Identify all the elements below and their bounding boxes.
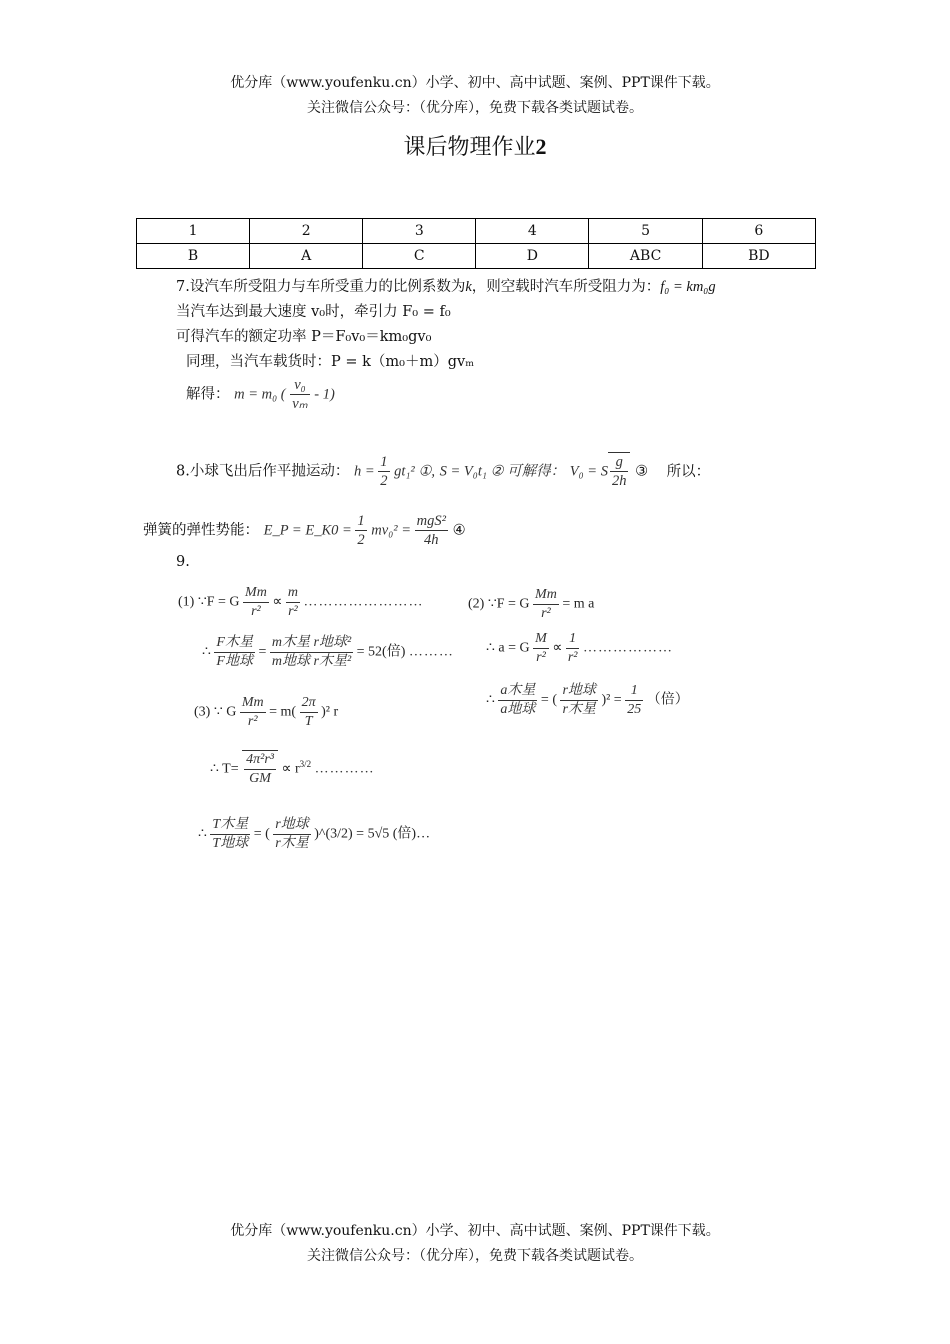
q9-text: (3) ∵ G <box>194 704 237 720</box>
q9-label: 9. <box>176 554 190 570</box>
q9-text: = 52(倍) <box>356 644 406 660</box>
q8-line2-eq: E_P = E_K0 = <box>263 522 356 539</box>
frac-den: r² <box>536 650 546 665</box>
frac-num: 1 <box>625 682 643 701</box>
frac-num: m <box>286 584 300 603</box>
q8-line-1 <box>176 452 710 490</box>
q9-frac <box>240 694 266 731</box>
q9-frac <box>566 630 580 667</box>
frac-num: v₀ <box>290 376 309 395</box>
answer-table-answer-row <box>137 244 816 269</box>
header-line-2: 关注微信公众号：（优分库），免费下载各类试题试卷。 <box>307 100 643 116</box>
frac-den: m地球 r木星² <box>271 654 352 669</box>
q9-part3-line1 <box>194 694 338 731</box>
q8-line2-label: 弹簧的弹性势能： <box>143 522 259 539</box>
q9-text: (2) ∵F = G <box>468 596 530 612</box>
q9-text: = ( <box>253 826 270 842</box>
q8-eq1-rest: gt₁² ①, <box>394 463 436 480</box>
q9-dots: ……… <box>408 644 454 660</box>
table-cell: 5 <box>589 219 702 244</box>
q8-frac-2 <box>610 453 629 490</box>
frac-den: F地球 <box>216 654 253 669</box>
q7-eq: f₀ = km₀g <box>660 279 716 295</box>
table-cell: D <box>476 244 589 269</box>
q8-intro: 8.小球飞出后作平抛运动： <box>176 463 350 480</box>
q9-power: 3/2 <box>299 759 312 770</box>
q9-part3-line3 <box>198 816 430 853</box>
q9-text: )² r <box>321 704 339 720</box>
q7-line-1 <box>176 277 716 297</box>
q7-line-2: 当汽车达到最大速度 v₀时，牵引力 F₀ = f₀ <box>176 304 451 320</box>
q8-line2-mid: mv₀² = <box>371 522 415 539</box>
table-cell: BD <box>702 244 815 269</box>
q7-line-3: 可得汽车的额定功率 P＝F₀v₀＝km₀gv₀ <box>176 329 432 345</box>
answer-table-number-row <box>137 219 816 244</box>
table-cell: C <box>363 244 476 269</box>
frac-num: 4π²r³ <box>244 751 276 770</box>
answer-table <box>136 218 816 269</box>
q8-mark-4: ④ <box>452 522 466 539</box>
q9-text: = ( <box>540 692 557 708</box>
q7-line-4: 同理，当汽车载货时：P = k（m₀＋m）gvₘ <box>186 354 475 370</box>
q8-frac-3 <box>355 512 366 549</box>
frac-num: 2π <box>300 694 318 713</box>
frac-num: 1 <box>566 630 580 649</box>
q9-dots: ………… <box>314 761 375 777</box>
frac-num: r地球 <box>273 816 310 835</box>
table-cell: 1 <box>137 219 250 244</box>
q9-frac <box>273 816 310 853</box>
frac-num: g <box>610 453 629 472</box>
q9-part2-line3 <box>486 682 689 719</box>
table-cell: A <box>250 244 363 269</box>
q9-frac <box>286 584 300 621</box>
q9-text: ∴ a = G <box>486 640 530 656</box>
frac-den: 25 <box>627 702 642 717</box>
q7-text: 7.设汽车所受阻力与车所受重力的比例系数为 <box>176 279 466 295</box>
frac-den: r² <box>251 604 261 619</box>
q9-text: ∝ <box>552 640 563 656</box>
table-cell: 2 <box>250 219 363 244</box>
q9-text: ∴ T= <box>210 761 239 777</box>
table-cell: 6 <box>702 219 815 244</box>
q9-part2-line1 <box>468 586 594 623</box>
frac-num: M <box>533 630 549 649</box>
q8-frac-1 <box>378 453 389 490</box>
q7-solve-label: 解得： <box>186 386 230 403</box>
sqrt-icon <box>608 452 631 490</box>
q8-eq2: S = V₀t₁ ② 可解得： <box>439 463 566 480</box>
frac-den: r木星 <box>562 702 596 717</box>
frac-num: Mm <box>240 694 266 713</box>
q9-text: )^(3/2) = 5√5 (倍)… <box>314 826 431 842</box>
q8-eq1: h = <box>353 463 379 480</box>
q7-fraction <box>290 376 309 413</box>
header-line-1: 优分库（www.youfenku.cn）小学、初中、高中试题、案例、PPT课件下载。 <box>230 75 720 91</box>
frac-num: 1 <box>380 454 388 470</box>
footer-line-2: 关注微信公众号：（优分库），免费下载各类试题试卷。 <box>307 1248 643 1264</box>
q9-text: = m a <box>562 596 595 612</box>
q9-frac <box>270 634 353 671</box>
page-title <box>0 130 950 161</box>
q9-frac <box>533 630 549 667</box>
q8-tail: 所以： <box>666 463 711 480</box>
q7-line-5 <box>186 376 335 413</box>
q9-text: ∝ <box>272 594 283 610</box>
title-number: 2 <box>535 134 547 159</box>
frac-den: T <box>304 714 313 729</box>
frac-den: 4h <box>424 532 439 548</box>
frac-num: F木星 <box>214 634 255 653</box>
q8-mark-3: ③ <box>635 463 649 480</box>
q9-frac <box>498 682 537 719</box>
table-cell: 3 <box>363 219 476 244</box>
frac-den: T地球 <box>212 836 249 851</box>
q9-part3-line2 <box>210 750 375 788</box>
q9-frac <box>244 751 276 788</box>
q9-frac <box>625 682 643 719</box>
q7-text-b: ，则空载时汽车所受阻力为： <box>471 279 661 295</box>
q7-k: k <box>465 279 472 295</box>
frac-num: Mm <box>533 586 559 605</box>
frac-num: Mm <box>243 584 269 603</box>
q9-text: ∴ <box>198 826 207 842</box>
table-cell: ABC <box>589 244 702 269</box>
frac-num: 1 <box>357 513 365 529</box>
frac-den: GM <box>249 771 271 786</box>
q9-frac <box>300 694 318 731</box>
q7-solve-eq: m = m₀ ( <box>234 386 286 403</box>
footer-line-1: 优分库（www.youfenku.cn）小学、初中、高中试题、案例、PPT课件下载。 <box>230 1223 720 1239</box>
frac-den: r² <box>247 714 258 729</box>
frac-num: m木星 r地球² <box>270 634 353 653</box>
q8-frac-4 <box>415 512 448 549</box>
frac-den: r² <box>288 604 298 619</box>
q9-dots: ……………… <box>582 640 673 656</box>
q9-text: ∴ <box>486 692 495 708</box>
frac-den: vₘ <box>292 396 308 412</box>
q9-text: ∝ r <box>281 761 300 777</box>
q9-frac <box>210 816 250 853</box>
frac-num: r地球 <box>560 682 597 701</box>
q9-dots: …………………… <box>303 594 424 610</box>
q7-solve-eq-right: - 1) <box>314 386 335 403</box>
frac-num: T木星 <box>210 816 250 835</box>
q9-frac <box>214 634 255 671</box>
frac-den: r² <box>541 606 551 621</box>
frac-den: 2 <box>380 473 388 489</box>
q9-part1-line2 <box>202 634 454 671</box>
q8-eq3: V₀ = S <box>569 463 608 480</box>
table-cell: 4 <box>476 219 589 244</box>
q9-text: = <box>258 644 267 660</box>
q9-text: ∴ <box>202 644 211 660</box>
q9-frac <box>560 682 597 719</box>
q9-text: （倍） <box>646 692 689 708</box>
frac-num: a木星 <box>498 682 537 701</box>
frac-den: 2h <box>611 473 627 489</box>
q9-text: (1) ∵F = G <box>178 594 240 610</box>
q9-text: )² = <box>601 692 622 708</box>
q9-part1-line1 <box>178 584 423 621</box>
q8-line-2 <box>143 512 466 549</box>
frac-den: 2 <box>357 532 365 548</box>
frac-den: r木星 <box>275 836 309 851</box>
frac-den: a地球 <box>500 702 536 717</box>
q9-part2-line2 <box>486 630 673 667</box>
frac-den: r² <box>567 650 578 665</box>
q9-frac <box>243 584 269 621</box>
title-text: 课后物理作业 <box>403 135 536 160</box>
sqrt-icon <box>242 750 278 788</box>
table-cell: B <box>137 244 250 269</box>
q9-frac <box>533 586 559 623</box>
q9-text: = m( <box>269 704 297 720</box>
frac-num: mgS² <box>416 513 446 529</box>
